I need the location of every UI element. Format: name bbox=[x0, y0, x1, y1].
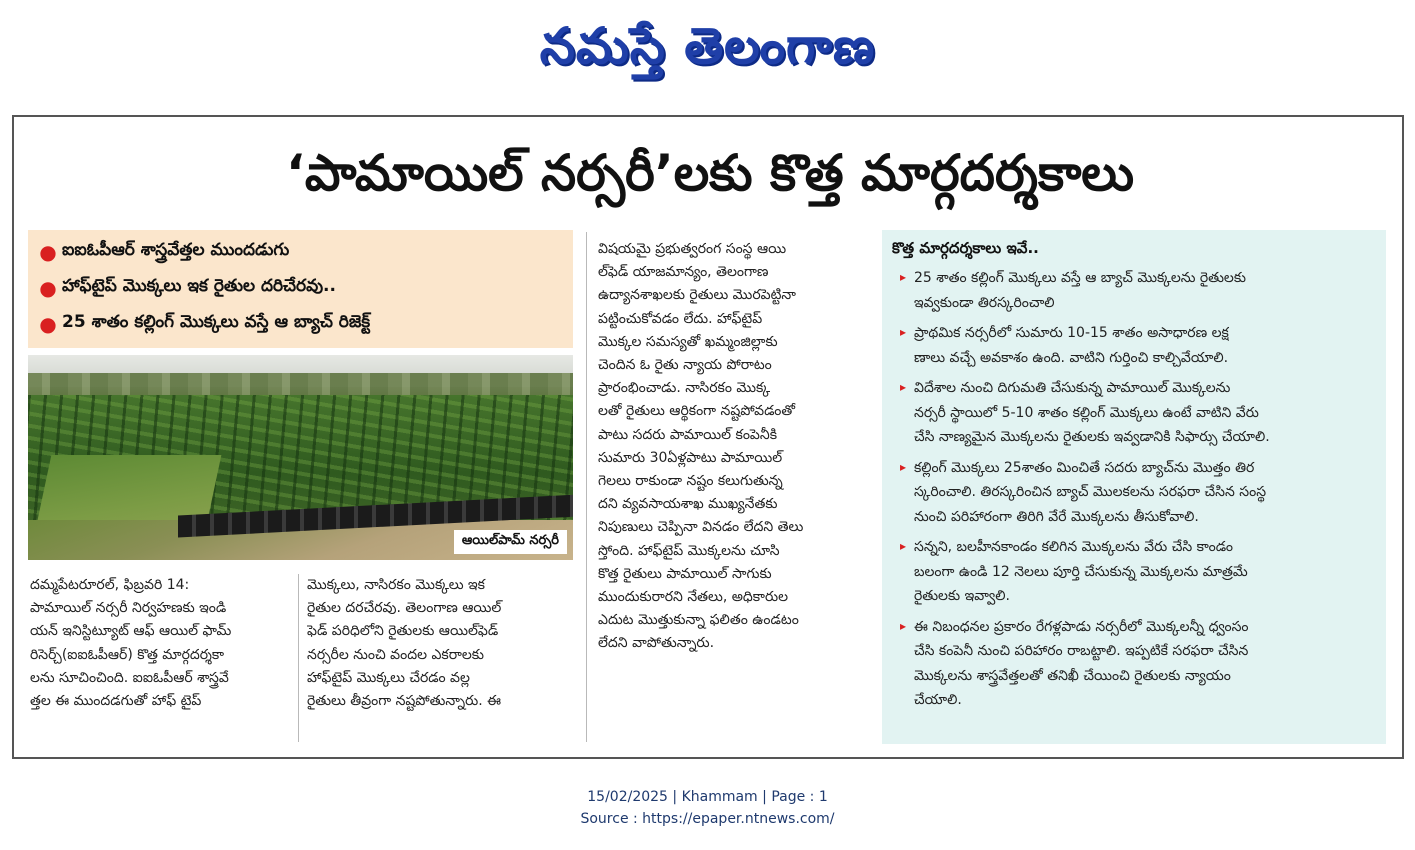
body-line: పట్టించుకోవడం లేదు. హాఫ్‌టైప్ bbox=[598, 310, 763, 327]
body-line: రైతులు తీవ్రంగా నష్టపోతున్నారు. ఈ bbox=[307, 693, 502, 710]
guideline-item bbox=[892, 266, 1376, 315]
guideline-line: సన్నని, బలహీనకాండం కలిగిన మొక్కలను వేరు చేసి కాండం bbox=[914, 539, 1233, 555]
body-line: మొక్కల సమస్యతో ఖమ్మంజిల్లాకు bbox=[598, 333, 778, 350]
column-divider bbox=[586, 232, 587, 742]
guideline-line: 25 శాతం కల్లింగ్ మొక్కలు వస్తే ఆ బ్యాచ్ మొక్కలను రైతులకు bbox=[914, 270, 1247, 286]
body-line: ప్రారంభించాడు. నాసిరకం మొక్క bbox=[598, 380, 771, 397]
highlight-item bbox=[34, 270, 567, 306]
body-line: యన్ ఇనిస్టిట్యూట్ ఆఫ్ ఆయిల్ ఫామ్ bbox=[30, 623, 232, 640]
guideline-line: బలంగా ఉండి 12 నెలలు పూర్తి చేసుకున్న మొక్కలను మాత్రమే bbox=[914, 563, 1248, 580]
guideline-line: ఈ నిబంధనల ప్రకారం రేగళ్లపాడు నర్సరీలో మొక్కలన్నీ ధ్వంసం bbox=[914, 618, 1249, 635]
footer-source-link[interactable]: Source : https://epaper.ntnews.com/ bbox=[580, 811, 835, 827]
bullet-dot-icon: ● bbox=[39, 240, 57, 264]
body-column-1 bbox=[30, 574, 292, 713]
body-line: ఫెడ్ పరిధిలోని రైతులకు ఆయిల్‌ఫెడ్ bbox=[307, 623, 499, 640]
guideline-line: ణాలు వచ్చే అవకాశం ఉంది. వాటిని గుర్తించి కాల్చివేయాలి. bbox=[914, 349, 1229, 366]
body-line: లను సూచించింది. ఐఐఓపీఆర్ శాస్త్రవే bbox=[30, 669, 229, 686]
guideline-line: కల్లింగ్ మొక్కలు 25శాతం మించితే సదరు బ్యాచ్‌ను మొత్తం తిర bbox=[914, 459, 1255, 476]
article-headline: ‘పామాయిల్ నర్సరీ’లకు కొత్త మార్గదర్శకాలు bbox=[285, 144, 1135, 202]
bullet-dot-icon: ● bbox=[39, 312, 57, 336]
body-line: రిసెర్చ్(ఐఐఓపీఆర్) కొత్త మార్గదర్శకా bbox=[30, 646, 224, 663]
photo-caption: ఆయిల్‌పామ్ నర్సరీ bbox=[454, 530, 567, 554]
sidebar-title: కొత్త మార్గదర్శకాలు ఇవే.. bbox=[892, 239, 1039, 257]
guideline-item bbox=[892, 615, 1376, 713]
body-line: రైతుల దరచేరవు. తెలంగాణ ఆయిల్ bbox=[307, 600, 502, 617]
guideline-line: మొక్కలను శాస్త్రవేత్తలతో తనిఖీ చేయించి రైతులకు న్యాయం bbox=[914, 667, 1231, 684]
body-line: ఎదుట మొత్తుకున్నా ఫలితం ఉండటం bbox=[598, 612, 799, 629]
triangle-bullet-icon: ▸ bbox=[899, 270, 907, 284]
body-line: లతో రైతులు ఆర్థికంగా నష్టపోవడంతో bbox=[598, 403, 796, 420]
highlight-text: 25 శాతం కల్లింగ్ మొక్కలు వస్తే ఆ బ్యాచ్ రిజెక్ట్ bbox=[62, 312, 371, 332]
body-line: దని వ్యవసాయశాఖ ముఖ్యనేతకు bbox=[598, 496, 778, 513]
triangle-bullet-icon: ▸ bbox=[899, 325, 907, 339]
body-line: పామాయిల్ నర్సరీ నిర్వహణకు ఇండి bbox=[30, 600, 227, 617]
triangle-bullet-icon: ▸ bbox=[899, 459, 907, 474]
footer-meta: 15/02/2025 | Khammam | Page : 1 bbox=[587, 789, 828, 805]
triangle-bullet-icon: ▸ bbox=[899, 380, 907, 394]
body-line: చెందిన ఓ రైతు న్యాయ పోరాటం bbox=[598, 357, 772, 374]
body-line: నర్సరీల నుంచి వందల ఎకరాలకు bbox=[307, 646, 484, 663]
body-column-3 bbox=[598, 238, 860, 656]
body-line: కొత్త రైతులు పామాయిల్ సాగుకు bbox=[598, 565, 772, 582]
guideline-item bbox=[892, 376, 1376, 450]
guideline-line: ప్రాథమిక నర్సరీలో సుమారు 10-15 శాతం అసాధారణ లక్ష bbox=[914, 325, 1229, 341]
bullet-dot-icon: ● bbox=[39, 276, 57, 300]
body-line: త్తల ఈ ముందడగుతో హాఫ్ టైప్ bbox=[30, 693, 202, 710]
guideline-item bbox=[892, 456, 1376, 530]
masthead bbox=[0, 0, 1415, 90]
triangle-bullet-icon: ▸ bbox=[899, 539, 907, 553]
body-line: విషయమై ప్రభుత్వరంగ సంస్థ ఆయి bbox=[598, 241, 787, 257]
body-line: ల్‌ఫెడ్ యాజమాన్యం, తెలంగాణ bbox=[598, 264, 769, 281]
highlight-item bbox=[34, 306, 567, 342]
highlight-text: ఐఐఓపీఆర్ శాస్త్రవేత్తల ముందడుగు bbox=[62, 240, 290, 260]
guideline-line: ఇవ్వకుండా తిరస్కరించాలి bbox=[914, 294, 1055, 311]
guideline-line: చేయాలి. bbox=[914, 692, 962, 708]
body-line: నిపుణులు చెప్పినా వినడం లేదని తెలు bbox=[598, 519, 804, 536]
guideline-line: నుంచి పరిహారంగా తిరిగి వేరే మొక్కలను తీసుకోవాలి. bbox=[914, 508, 1199, 525]
nursery-photo bbox=[28, 355, 573, 560]
body-line: సుమారు 30ఏళ్లపాటు పామాయిల్ bbox=[598, 449, 783, 466]
body-line: ముందుకురారని నేతలు, అధికారుల bbox=[598, 589, 789, 606]
guideline-line: చేసి కంపెనీ నుంచి పరిహారం రాబట్టాలి. ఇప్పటికే సరఫరా చేసిన bbox=[914, 643, 1249, 659]
newspaper-logo: నమస్తే తెలంగాణ bbox=[539, 17, 876, 75]
guideline-line: విదేశాల నుంచి దిగుమతి చేసుకున్న పామాయిల్ మొక్కలను bbox=[914, 380, 1231, 396]
body-line: గెలలు రాకుండా నష్టం కలుగుతున్న bbox=[598, 473, 783, 490]
guideline-line: నర్సరీ స్థాయిలో 5-10 శాతం కల్లింగ్ మొక్కలు ఉంటే వాటిని వేరు bbox=[914, 404, 1259, 421]
triangle-bullet-icon: ▸ bbox=[899, 618, 907, 633]
guideline-item bbox=[892, 535, 1376, 609]
highlights-box bbox=[28, 230, 573, 348]
body-line: మొక్కలు, నాసిరకం మొక్కలు ఇక bbox=[307, 577, 485, 593]
body-line: దమ్మపేటరూరల్, ఫిబ్రవరి 14: bbox=[30, 577, 190, 593]
guideline-item bbox=[892, 321, 1376, 370]
body-line: లేదని వాపోతున్నారు. bbox=[598, 635, 715, 652]
body-line: ఉద్యానశాఖలకు రైతులు మొరపెట్టినా bbox=[598, 287, 796, 304]
highlight-text: హాఫ్‌టైప్ మొక్కలు ఇక రైతుల దరిచేరవు.. bbox=[62, 276, 336, 296]
page-footer bbox=[0, 786, 1415, 830]
highlight-item bbox=[34, 234, 567, 270]
column-divider bbox=[298, 574, 299, 742]
guideline-line: చేసి నాణ్యమైన మొక్కలను రైతులకు ఇవ్వడానికి సిఫార్సు చేయాలి. bbox=[914, 429, 1270, 445]
guidelines-sidebar bbox=[882, 230, 1386, 744]
body-line: హాఫ్‌టైప్ మొక్కలు చేరడం వల్ల bbox=[307, 669, 470, 686]
guideline-line: స్కరించాలి. తిరస్కరించిన బ్యాచ్ మొలకలను సరఫరా చేసిన సంస్థ bbox=[914, 484, 1267, 500]
body-line: స్తోంది. హాఫ్‌టైప్ మొక్కలను చూసి bbox=[598, 542, 780, 559]
body-column-2 bbox=[307, 574, 572, 713]
body-line: పాటు సదరు పామాయిల్ కంపెనీకి bbox=[598, 426, 778, 443]
guideline-line: రైతులకు ఇవ్వాలి. bbox=[914, 588, 1011, 604]
